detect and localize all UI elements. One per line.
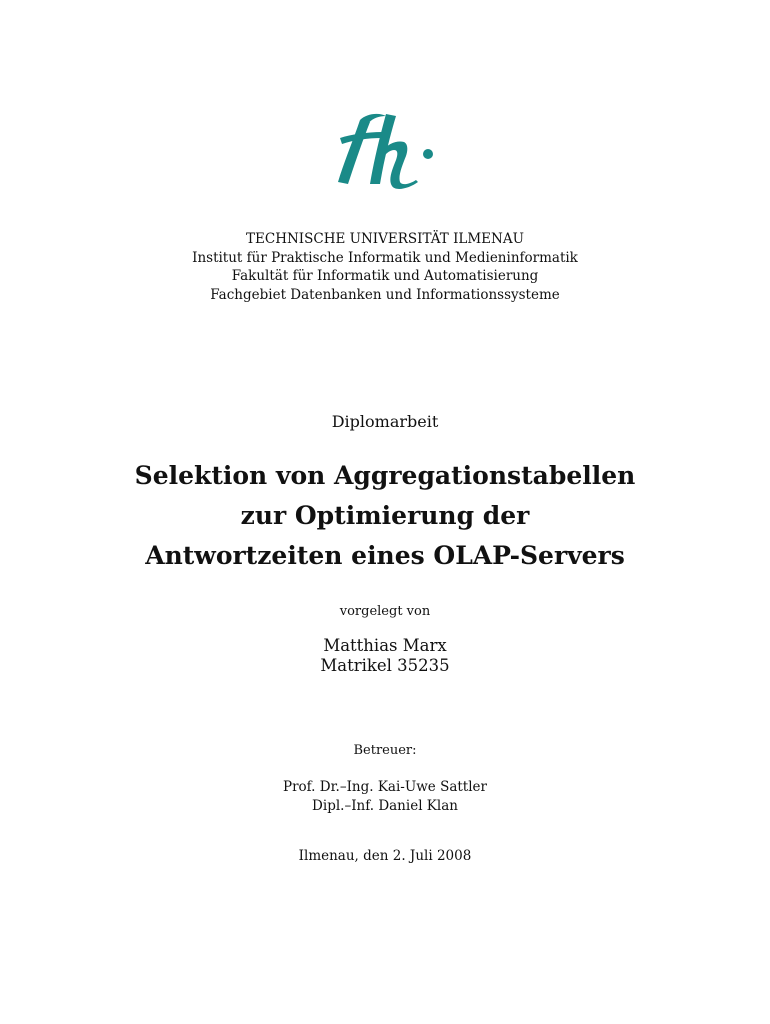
presented-by-label: vorgelegt von bbox=[339, 604, 431, 619]
author-matriculation: Matrikel 35235 bbox=[320, 656, 450, 675]
title-line-3: Antwortzeiten eines OLAP-Servers bbox=[145, 541, 625, 570]
supervisor-label: Betreuer: bbox=[353, 743, 417, 758]
supervisor-2: Dipl.–Inf. Daniel Klan bbox=[312, 797, 458, 814]
university-name: TECHNISCHE UNIVERSITÄT ILMENAU bbox=[246, 231, 524, 247]
supervisor-list bbox=[0, 778, 770, 815]
place-date: Ilmenau, den 2. Juli 2008 bbox=[298, 848, 472, 864]
institute-name: Institut für Praktische Informatik und Medieninformatik bbox=[192, 249, 578, 266]
supervisor-1: Prof. Dr.–Ing. Kai-Uwe Sattler bbox=[283, 779, 487, 795]
tu-ilmenau-logo bbox=[330, 110, 440, 190]
thesis-title bbox=[0, 456, 770, 576]
author-name: Matthias Marx bbox=[323, 636, 447, 655]
faculty-name: Fakultät für Informatik und Automatisierung bbox=[231, 268, 539, 284]
author-block bbox=[0, 636, 770, 676]
document-type: Diplomarbeit bbox=[331, 412, 439, 431]
department-name: Fachgebiet Datenbanken und Informationssysteme bbox=[210, 286, 560, 303]
title-line-2: zur Optimierung der bbox=[240, 501, 530, 530]
institution-block bbox=[0, 230, 770, 304]
title-line-1: Selektion von Aggregationstabellen bbox=[134, 461, 636, 490]
